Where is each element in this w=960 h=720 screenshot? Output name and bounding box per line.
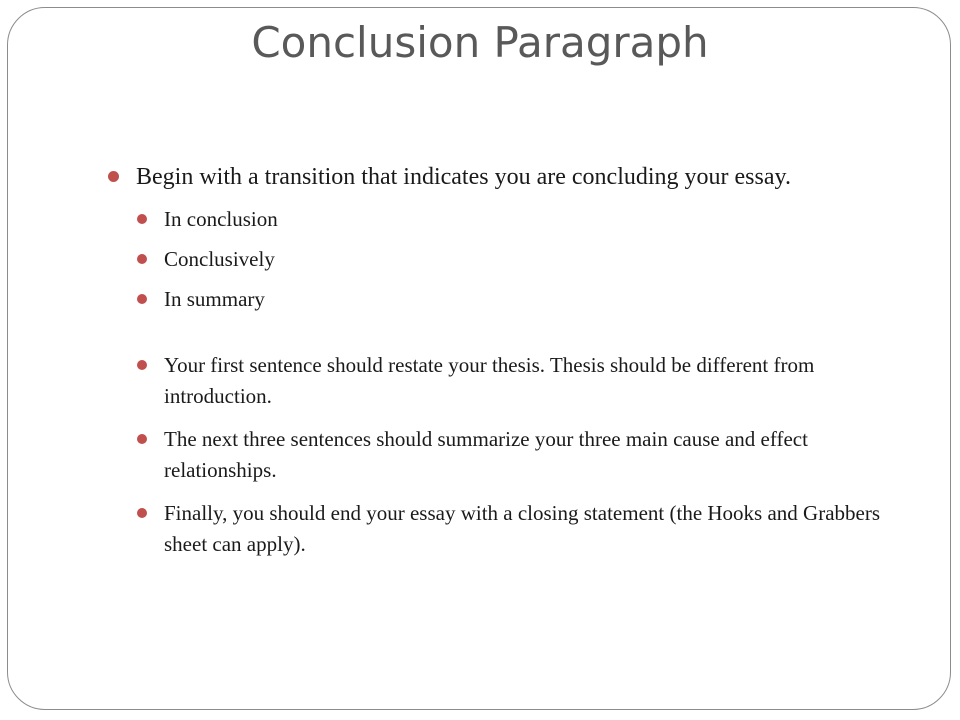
sub-bullet-text: In summary	[164, 287, 265, 311]
slide-body	[107, 160, 907, 572]
bullet-dot-icon	[137, 214, 147, 224]
bullet-dot-icon	[137, 360, 147, 370]
main-bullet	[107, 160, 907, 560]
guidance-item	[136, 350, 907, 412]
guidance-text: Your first sentence should restate your thesis. Thesis should be different from introduction.	[164, 353, 815, 408]
sub-bullet-item	[136, 244, 907, 275]
guidance-item	[136, 498, 907, 560]
sub-bullet-item	[136, 204, 907, 235]
guidance-item	[136, 424, 907, 486]
bullet-dot-icon	[137, 508, 147, 518]
sub-bullet-item	[136, 284, 907, 315]
bullet-dot-icon	[137, 254, 147, 264]
bullet-dot-icon	[108, 171, 119, 182]
sub-bullet-text: Conclusively	[164, 247, 275, 271]
guidance-text: The next three sentences should summarize your three main cause and effect relationships.	[164, 427, 808, 482]
bullet-list	[107, 160, 907, 560]
sub-bullet-text: In conclusion	[164, 207, 278, 231]
sub-bullet-list	[136, 204, 907, 560]
main-bullet-text: Begin with a transition that indicates you are concluding your essay.	[136, 164, 791, 190]
bullet-dot-icon	[137, 434, 147, 444]
bullet-dot-icon	[137, 294, 147, 304]
guidance-text: Finally, you should end your essay with a closing statement (the Hooks and Grabbers sheet can apply).	[164, 501, 881, 556]
slide-title: Conclusion Paragraph	[251, 18, 709, 67]
